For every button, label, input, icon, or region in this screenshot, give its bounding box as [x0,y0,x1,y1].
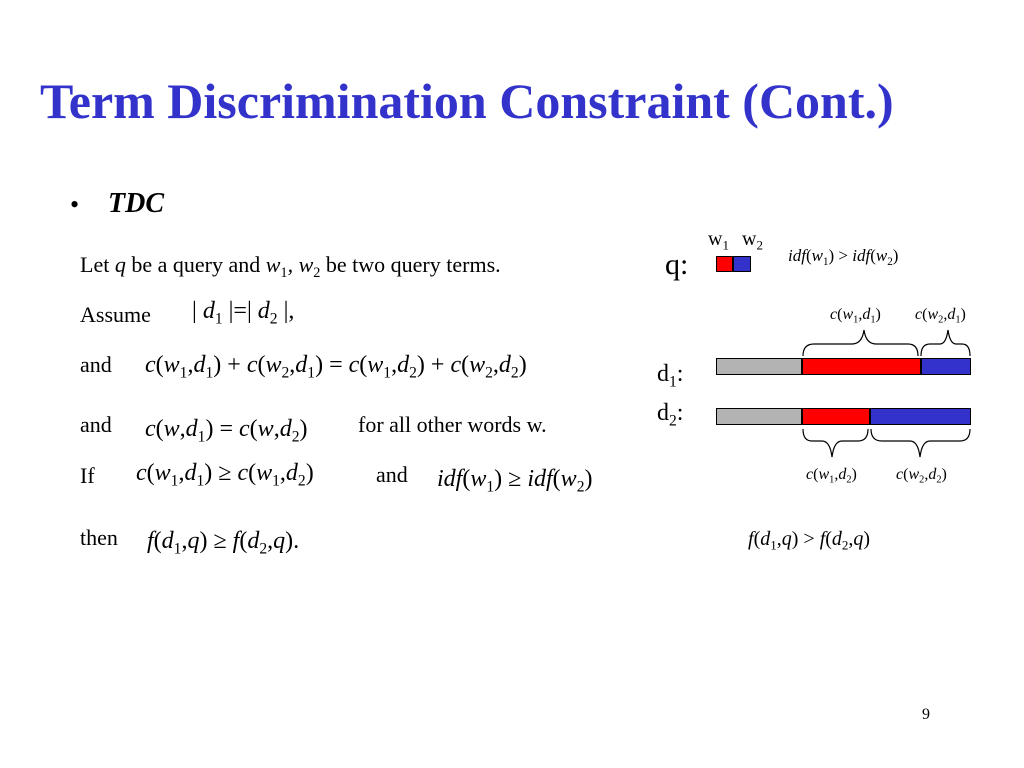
and-label-3: and [376,462,408,487]
and-label-2: and [80,412,112,437]
if-label: If [80,463,95,488]
c-w2-d2-label: $c(w_2,d_2)$ [896,466,947,486]
slide-title: Term Discrimination Constraint (Cont.) [40,73,894,129]
assume-formula: | $d_1$ |=| $d_2$ |, [192,298,295,328]
then-label: then [80,525,118,550]
d1-braces [800,326,975,358]
idf-gt-formula: $idf(w_1) > idf(w_2)$ [788,246,899,268]
brace-w2-d1 [921,330,970,356]
brace-w1-d1 [803,330,918,356]
then-formula: $f(d_1,q) \ge f(d_2,q)$. [147,528,300,558]
c-w1-d2-label: $c(w_1,d_2)$ [806,466,857,486]
d2-red-segment [802,408,870,425]
for-all-text: for all other words w. [358,412,547,437]
if-idf-formula: $idf(w_1) \ge idf(w_2)$ [437,466,593,496]
bullet-label: TDC [108,188,164,219]
d1-red-segment [802,358,921,375]
d2-gray-segment [716,408,802,425]
q-label: q: [665,248,689,281]
result-formula: $f(d_1,q) > f(d_2,q)$ [748,528,871,553]
if-count-formula: $c(w_1,d_1) \ge c(w_1,d_2)$ [136,460,314,490]
and-label-1: and [80,352,112,377]
d1-gray-segment [716,358,802,375]
brace-w2-d2 [871,429,970,457]
other-words-formula: $c(w,d_1) = c(w,d_2)$ [145,416,308,446]
bullet-dot: • [70,190,80,219]
sum-formula: $c(w_1,d_1) + c(w_2,d_1) = c(w_1,d_2) + c(w_2,d_2)$ [145,352,527,382]
d2-blue-segment [870,408,971,425]
d1-label: $d_1$: [657,361,684,391]
page-number: 9 [922,706,930,723]
d2-label: $d_2$: [657,400,684,430]
d1-blue-segment [921,358,971,375]
q-w2-box [733,256,751,272]
brace-w1-d2 [803,429,868,457]
c-w2-d1-label: $c(w_2,d_1)$ [915,306,966,326]
c-w1-d1-label: $c(w_1,d_1)$ [830,306,881,326]
let-line: Let q be a query and $w_1$, $w_2$ be two query terms. [80,252,501,281]
w2-label: $w_2$ [742,228,763,253]
assume-label: Assume [80,302,151,327]
q-w1-box [716,256,733,272]
w1-label: $w_1$ [708,228,729,253]
d2-braces [800,427,975,461]
